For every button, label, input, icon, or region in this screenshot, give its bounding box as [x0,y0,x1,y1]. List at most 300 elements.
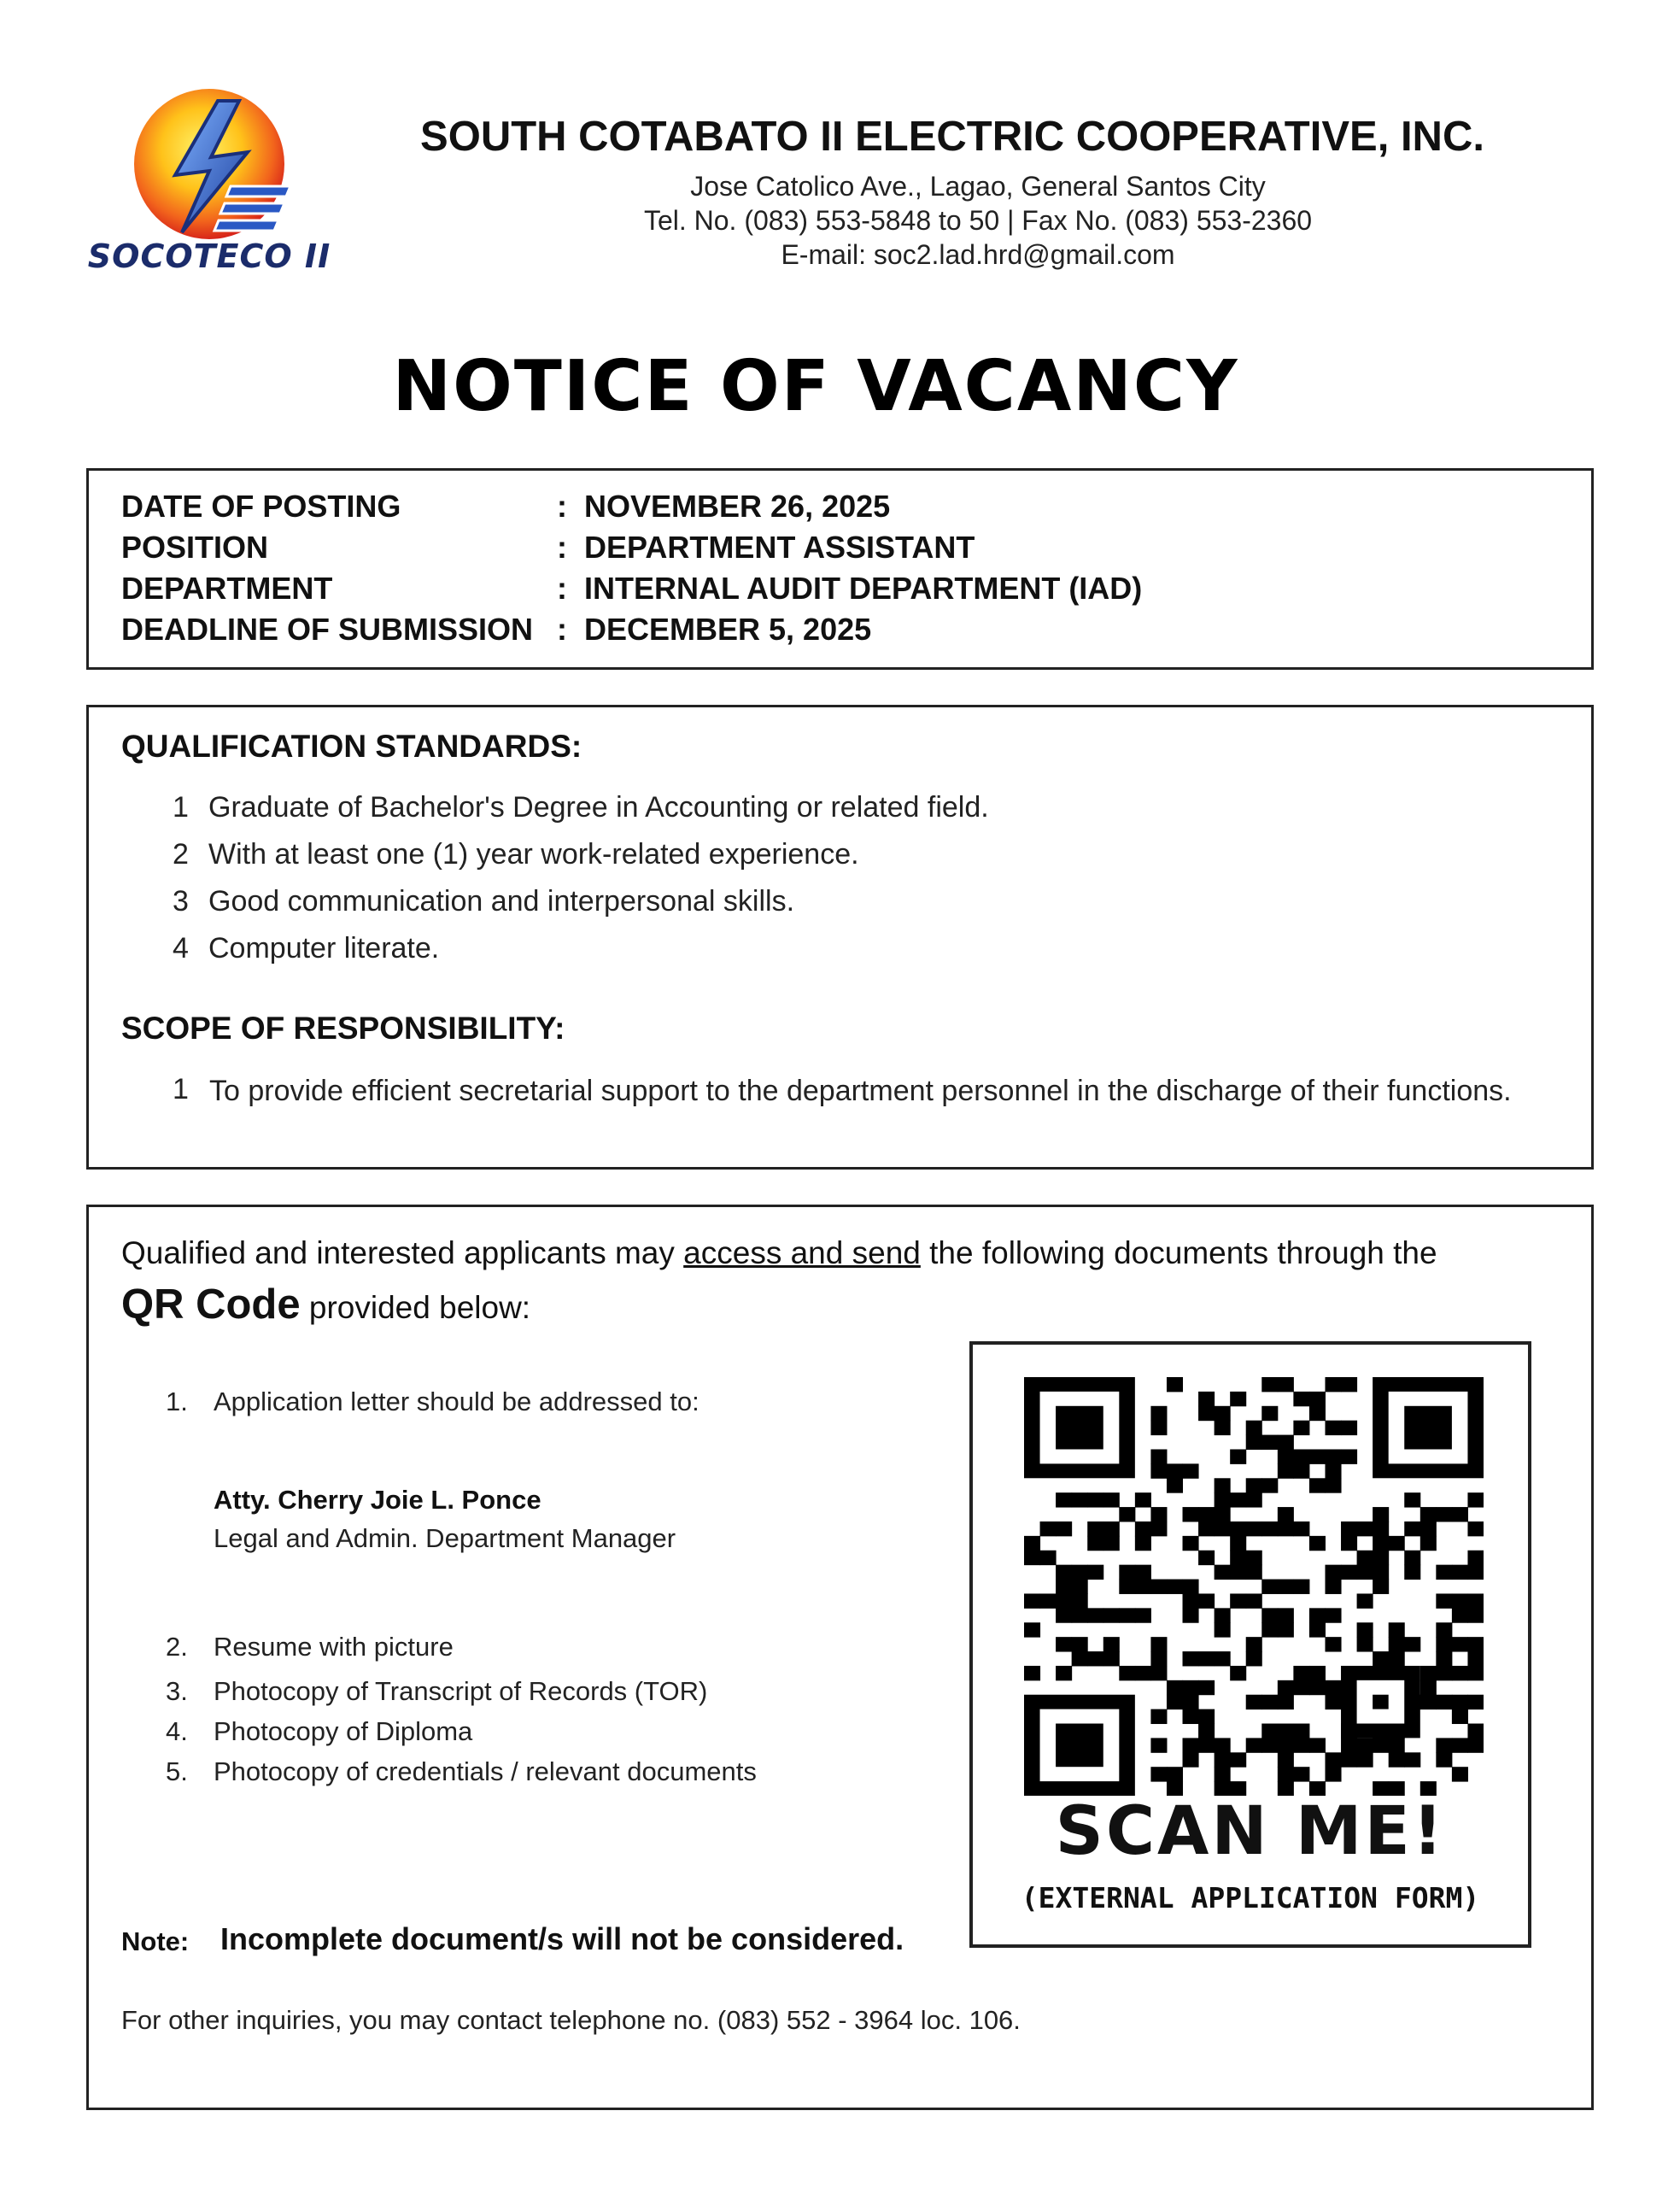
qr-module [1309,1536,1326,1551]
addressee-title: Legal and Admin. Department Manager [214,1523,676,1553]
qr-code-panel[interactable] [969,1341,1531,1948]
qr-module [1467,1593,1484,1608]
qr-module [1230,1392,1246,1406]
qr-module [1404,1565,1420,1580]
qr-module [1183,1536,1199,1551]
qr-module [1198,1406,1215,1421]
qr-module [1420,1695,1437,1709]
qr-module [1293,1463,1309,1478]
qr-module [1119,1565,1135,1580]
info-key: DEPARTMENT [121,571,333,606]
qr-module [1309,1478,1326,1492]
qr-module [1150,1406,1167,1421]
qr-module [1040,1551,1057,1565]
qr-module [1467,1724,1484,1738]
scope-heading: SCOPE OF RESPONSIBILITY: [121,1011,565,1046]
qr-module [1103,1637,1120,1651]
qr-module [1357,1637,1373,1651]
qr-module [1278,1767,1294,1781]
qr-module [1436,1507,1452,1522]
qr-module [1325,1680,1341,1695]
qr-module [1467,1738,1484,1752]
qr-module [1357,1738,1373,1752]
qr-module [1087,1608,1103,1622]
qr-module [1373,1565,1389,1580]
qr-module [1389,1637,1405,1651]
qualification-heading: QUALIFICATION STANDARDS: [121,729,582,764]
qr-module [1072,1580,1088,1594]
qr-module [1150,1522,1167,1536]
qr-module [1215,1608,1231,1622]
qr-module [1261,1608,1278,1622]
info-value: DECEMBER 5, 2025 [584,612,872,647]
qr-module [1467,1695,1484,1709]
info-colon: : [557,530,567,565]
qr-module [1230,1593,1246,1608]
info-key: DATE OF POSTING [121,489,401,524]
qr-module [1024,1551,1040,1565]
qr-module [1467,1666,1484,1680]
qr-module [1183,1651,1199,1666]
qr-module [1056,1608,1072,1622]
qr-module [1056,1492,1072,1507]
info-row-department [121,571,1142,607]
qr-module [1436,1738,1452,1752]
info-key: POSITION [121,530,269,565]
qr-module [1215,1421,1231,1435]
qr-module [1325,1580,1341,1594]
qr-module [1467,1492,1484,1507]
info-row-deadline [121,612,871,648]
qr-module [1103,1536,1120,1551]
qr-module [1135,1536,1151,1551]
qr-module [1404,1492,1420,1507]
qr-module [1357,1522,1373,1536]
qr-module [1024,1593,1040,1608]
qr-module [1293,1666,1309,1680]
qr-module [1198,1522,1215,1536]
qr-module [1389,1622,1405,1637]
qr-module [1373,1522,1389,1536]
qr-module [1119,1608,1135,1622]
qr-module [1072,1492,1088,1507]
qr-module [1215,1478,1231,1492]
qr-module [1278,1724,1294,1738]
qr-module [1436,1666,1452,1680]
qr-module [1183,1463,1199,1478]
qr-module [1420,1536,1437,1551]
qr-module [1246,1435,1262,1450]
qr-module [1215,1406,1231,1421]
qr-module [1261,1738,1278,1752]
qr-module [1261,1622,1278,1637]
qr-module [1198,1651,1215,1666]
qr-module [1167,1680,1183,1695]
info-value: DEPARTMENT ASSISTANT [584,530,975,565]
qr-module [1167,1478,1183,1492]
logo-text: SOCOTECO II [87,237,331,275]
document-item: 4. Photocopy of Diploma [166,1716,473,1746]
qr-module [1087,1651,1103,1666]
qr-module [1436,1622,1452,1637]
info-value: NOVEMBER 26, 2025 [584,489,891,524]
qr-module [1309,1738,1326,1752]
qr-module [1135,1565,1151,1580]
qr-module [1150,1767,1167,1781]
qr-module [1452,1637,1468,1651]
qr-module [1230,1551,1246,1565]
qr-module [1198,1507,1215,1522]
qr-module [1357,1593,1373,1608]
qr-module [1325,1767,1341,1781]
qr-module [1325,1608,1341,1622]
qr-module [1230,1522,1246,1536]
qr-module [1452,1666,1468,1680]
document-item: 2. Resume with picture [166,1632,454,1662]
qr-module [1261,1724,1278,1738]
info-colon: : [557,489,567,524]
qr-module [1024,1622,1040,1637]
qr-module [1373,1738,1389,1752]
qr-module [1198,1738,1215,1752]
qr-module [1467,1551,1484,1565]
qr-module [1183,1507,1199,1522]
scope-text: To provide efficient secretarial support to the department personnel in the discharge of their functions. [209,1075,1512,1107]
qr-module [1436,1695,1452,1709]
scope-number: 1 [173,1073,189,1105]
qr-module [1278,1738,1294,1752]
qr-module [1040,1593,1057,1608]
page-title: NOTICE OF VACANCY [392,346,1239,427]
qr-module [1183,1680,1199,1695]
qr-module [1183,1593,1199,1608]
qr-module [1278,1680,1294,1695]
qr-module [1420,1507,1437,1522]
note-text: Incomplete document/s will not be considered. [220,1921,904,1956]
qr-module [1167,1580,1183,1594]
qr-module [1309,1449,1326,1463]
qr-module [1309,1680,1326,1695]
qr-module [1150,1738,1167,1752]
qr-module [1056,1666,1072,1680]
qr-module [1309,1608,1326,1622]
qr-module [1261,1435,1278,1450]
qr-module [1452,1709,1468,1724]
qr-module [1467,1637,1484,1651]
addressee-name: Atty. Cherry Joie L. Ponce [214,1485,541,1515]
qr-module [1150,1463,1167,1478]
qr-module [1150,1637,1167,1651]
qr-module [1452,1738,1468,1752]
qr-module [1246,1522,1262,1536]
qr-module [1246,1738,1262,1752]
qr-module [1373,1507,1389,1522]
qr-module [1309,1392,1326,1406]
qr-module [1389,1752,1405,1767]
qr-module [1404,1522,1420,1536]
qr-module [1246,1551,1262,1565]
qr-module [1278,1522,1294,1536]
qr-module [1325,1478,1341,1492]
qualifications-box [86,705,1594,1170]
scan-me-label: SCAN ME! [1055,1793,1446,1870]
qr-module [1072,1593,1088,1608]
qr-module [1087,1492,1103,1507]
qr-module [1325,1752,1341,1767]
qr-module [1135,1608,1151,1622]
organization-email: E-mail: soc2.lad.hrd@gmail.com [781,239,1175,270]
info-key: DEADLINE OF SUBMISSION [121,612,534,647]
qr-module [1135,1522,1151,1536]
qr-module [1467,1565,1484,1580]
qr-module [1261,1377,1278,1392]
qr-module [1119,1666,1135,1680]
qr-module [1230,1536,1246,1551]
qr-module [1040,1522,1057,1536]
qr-module [1467,1608,1484,1622]
qr-module [1246,1478,1262,1492]
qr-module [1467,1651,1484,1666]
note-label: Note: [121,1926,190,1956]
qr-module [1389,1651,1405,1666]
qr-module [1056,1565,1072,1580]
qr-module [1215,1507,1231,1522]
qr-module [1167,1463,1183,1478]
qr-module [1278,1449,1294,1463]
qr-module [1215,1565,1231,1580]
qr-module [1420,1522,1437,1536]
qr-module [1278,1435,1294,1450]
qr-module [1119,1580,1135,1594]
qr-code-label: QR Code [121,1281,301,1328]
qr-module [1135,1666,1151,1680]
qr-module [1167,1767,1183,1781]
qr-module [1325,1421,1341,1435]
qr-module [1215,1752,1231,1767]
qr-module [1278,1463,1294,1478]
qr-module [1341,1565,1357,1580]
qr-module [1293,1724,1309,1738]
qr-module [1198,1593,1215,1608]
document-item: 3. Photocopy of Transcript of Records (TOR) [166,1676,708,1706]
qr-module [1436,1637,1452,1651]
qr-module [1150,1651,1167,1666]
qr-module [1198,1680,1215,1695]
qr-module [1293,1738,1309,1752]
qr-module [1373,1536,1389,1551]
qr-module [1341,1738,1357,1752]
list-item: 3 Good communication and interpersonal skills. [173,885,795,918]
qr-module [1293,1680,1309,1695]
qr-module [1436,1565,1452,1580]
qr-module [1183,1752,1199,1767]
qr-module [1246,1637,1262,1651]
qr-module [1215,1622,1231,1637]
qr-module [1404,1551,1420,1565]
qr-module [1072,1565,1088,1580]
qr-module [1341,1536,1357,1551]
qr-module [1404,1752,1420,1767]
qr-module [1183,1709,1199,1724]
qr-module [1420,1666,1437,1680]
qr-module [1246,1565,1262,1580]
qr-module [1230,1565,1246,1580]
qr-module [1150,1421,1167,1435]
socoteco-logo [81,85,337,282]
qr-module [1341,1752,1357,1767]
qr-module [1024,1536,1040,1551]
qr-module [1167,1377,1183,1392]
qr-module [1309,1622,1326,1637]
qr-module [1215,1767,1231,1781]
qr-module [1325,1637,1341,1651]
qr-module [1183,1738,1199,1752]
list-item: 4 Computer literate. [173,932,440,965]
qr-module [1325,1695,1341,1709]
qr-module [1278,1695,1294,1709]
qr-module [1467,1522,1484,1536]
qr-module [1198,1392,1215,1406]
qr-module [1261,1580,1278,1594]
qr-module [1230,1752,1246,1767]
qr-module [1246,1695,1262,1709]
qr-module [1261,1522,1278,1536]
qr-module [1278,1507,1294,1522]
qr-module [1452,1608,1468,1622]
qr-module [1150,1507,1167,1522]
list-item: 2 With at least one (1) year work-related experience. [173,838,859,871]
qr-module [1056,1580,1072,1594]
qr-module [1452,1767,1468,1781]
qr-module [1341,1449,1357,1463]
qr-module [1293,1421,1309,1435]
access-and-send-text: access and send [683,1235,921,1270]
qr-module [1278,1608,1294,1622]
info-row-date-of-posting [121,489,890,525]
inquiry-text: For other inquiries, you may contact telephone no. (083) 552 - 3964 loc. 106. [121,2005,1021,2035]
qr-module [1183,1695,1199,1709]
qr-module [1056,1637,1072,1651]
qr-module [1420,1680,1437,1695]
qr-module [1119,1507,1135,1522]
qr-module [1072,1651,1088,1666]
qr-module [1389,1536,1405,1551]
qr-module [1246,1593,1262,1608]
qr-module [1325,1377,1341,1392]
qr-module [1246,1651,1262,1666]
qr-module [1309,1666,1326,1680]
qr-module [1103,1608,1120,1622]
qr-module [1341,1421,1357,1435]
qr-module [1293,1449,1309,1463]
qr-module [1087,1565,1103,1580]
qr-module [1325,1565,1341,1580]
qr-module [1215,1492,1231,1507]
qr-module [1452,1507,1468,1522]
qr-module [1230,1666,1246,1680]
qr-module [1373,1580,1389,1594]
qr-module [1278,1622,1294,1637]
qr-module [1389,1738,1405,1752]
qr-module [1230,1449,1246,1463]
qr-module [1309,1406,1326,1421]
qr-module [1198,1551,1215,1565]
qr-module [1341,1522,1357,1536]
qr-module [1436,1752,1452,1767]
qr-module [1103,1651,1120,1666]
qr-code-icon[interactable] [1024,1377,1484,1796]
qr-module [1261,1406,1278,1421]
document-item: 5. Photocopy of credentials / relevant documents [166,1756,757,1786]
qr-module [1452,1565,1468,1580]
qr-module [1452,1695,1468,1709]
qr-module [1436,1651,1452,1666]
qr-module [1293,1392,1309,1406]
qr-module [1056,1593,1072,1608]
qr-module [1325,1449,1341,1463]
qr-module [1230,1492,1246,1507]
qr-module [1261,1478,1278,1492]
qr-module [1024,1666,1040,1680]
document-item: 1. Application letter should be addressed to: [166,1387,700,1416]
qr-module [1357,1551,1373,1565]
qr-module [1373,1551,1389,1565]
info-row-position [121,530,975,566]
qr-module [1215,1651,1231,1666]
qr-module [1293,1580,1309,1594]
organization-name: SOUTH COTABATO II ELECTRIC COOPERATIVE, INC. [420,114,1484,160]
qr-module [1150,1580,1167,1594]
qr-module [1150,1666,1167,1680]
qr-module [1103,1492,1120,1507]
qr-module [1404,1637,1420,1651]
qr-module [1278,1580,1294,1594]
qr-module [1183,1608,1199,1622]
qr-module [1293,1522,1309,1536]
info-value: INTERNAL AUDIT DEPARTMENT (IAD) [584,571,1143,606]
qr-module [1150,1709,1167,1724]
qr-module [1135,1492,1151,1507]
qr-module [1198,1724,1215,1738]
qr-module [1357,1622,1373,1637]
organization-contact: Tel. No. (083) 553-5848 to 50 | Fax No. (083) 553-2360 [643,205,1313,236]
qr-module [1357,1565,1373,1580]
qr-module [1357,1752,1373,1767]
qr-module [1215,1738,1231,1752]
qr-module [1215,1522,1231,1536]
application-box [86,1205,1594,2110]
info-colon: : [557,612,567,647]
qr-module [1087,1536,1103,1551]
qr-module [1341,1377,1357,1392]
qr-module [1167,1695,1183,1709]
qr-module [1183,1580,1199,1594]
qr-module [1325,1463,1341,1478]
qr-module [1261,1695,1278,1709]
qr-subcaption: (EXTERNAL APPLICATION FORM) [1021,1881,1480,1914]
qr-module [1246,1421,1262,1435]
vacancy-info-box [86,468,1594,670]
application-intro: Qualified and interested applicants may access and send the following documents through the QR Code provided below: [121,1235,1437,1328]
info-colon: : [557,571,567,606]
qr-module [1103,1522,1120,1536]
qr-module [1072,1637,1088,1651]
qr-module [1072,1608,1088,1622]
qr-module [1278,1377,1294,1392]
list-item: 1 Graduate of Bachelor's Degree in Accounting or related field. [173,791,989,824]
qr-module [1452,1593,1468,1608]
qr-module [1150,1449,1167,1463]
